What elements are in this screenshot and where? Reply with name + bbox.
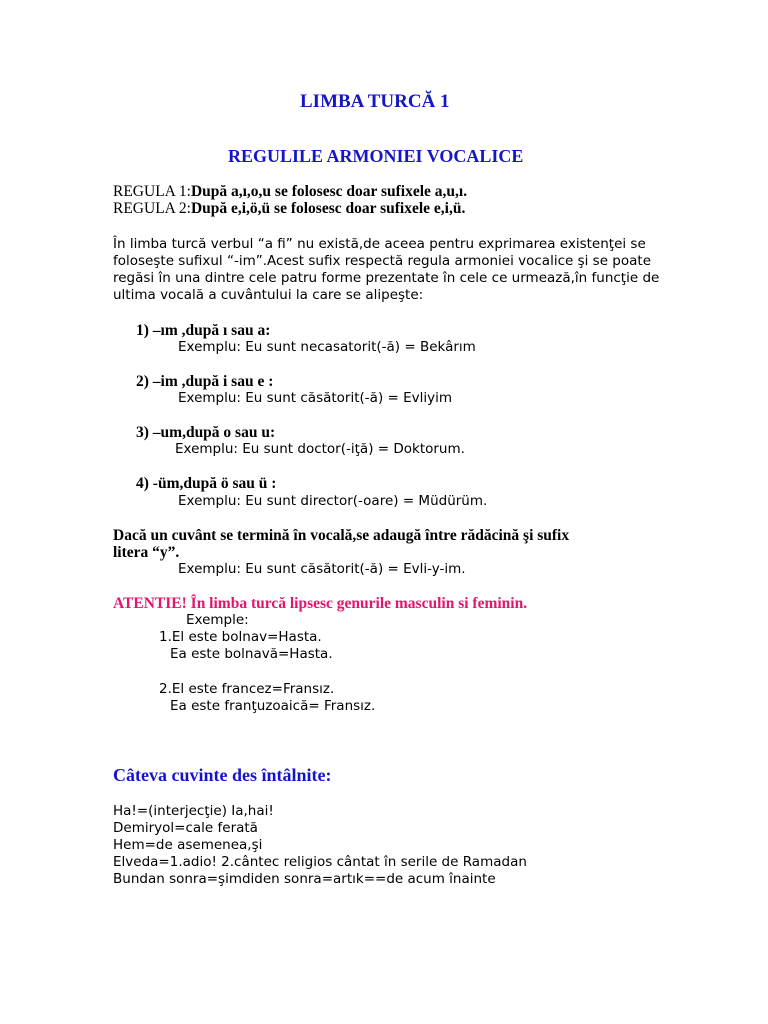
rule-2-text: După e,i,ö,ü se folosesc doar sufixele e,i,ü. <box>190 200 466 217</box>
vowel-rule-line-1: Dacă un cuvânt se termină în vocală,se adaugă între rădăcină şi sufix <box>113 527 570 544</box>
example-line-2: Ea este bolnavă=Hasta. <box>170 646 333 662</box>
form-4-example: Exemplu: Eu sunt director(-oare) = Müdürüm. <box>178 493 488 509</box>
example-line-4: Ea este franţuzoaică= Fransız. <box>170 698 376 714</box>
rule-2-label: REGULA 2: <box>113 200 191 217</box>
form-1-head: 1) –ım ,după ı sau a: <box>136 322 271 339</box>
vowel-rule-line-2: litera “y”. <box>113 544 180 561</box>
form-3-head: 3) –um,după o sau u: <box>136 424 276 441</box>
form-1-example: Exemplu: Eu sunt necasatorit(-ă) = Bekârım <box>178 339 476 355</box>
section-subtitle: REGULILE ARMONIEI VOCALICE <box>228 146 524 166</box>
word-item-3: Hem=de asemenea,şi <box>113 837 263 853</box>
example-line-3: 2.El este francez=Fransız. <box>159 681 335 697</box>
words-heading: Câteva cuvinte des întâlnite: <box>113 765 332 785</box>
word-item-4: Elveda=1.adio! 2.cântec religios cântat în serile de Ramadan <box>113 854 527 870</box>
intro-line-1: În limba turcă verbul “a fi” nu există,de aceea pentru exprimarea existenţei se <box>113 236 646 252</box>
word-item-2: Demiryol=cale ferată <box>113 820 258 836</box>
rule-1-label: REGULA 1: <box>113 183 191 200</box>
rule-1 <box>113 183 467 201</box>
form-2-head: 2) –im ,după i sau e : <box>136 373 274 390</box>
attention-note: ATENTIE! În limba turcă lipsesc genurile masculin si feminin. <box>113 595 528 612</box>
rule-1-text: După a,ı,o,u se folosesc doar sufixele a,u,ı. <box>190 183 468 200</box>
form-3-example: Exemplu: Eu sunt doctor(-iţă) = Doktorum. <box>175 441 465 457</box>
word-item-5: Bundan sonra=şimdiden sonra=artık==de acum înainte <box>113 871 496 887</box>
form-2-example: Exemplu: Eu sunt căsătorit(-ă) = Evliyim <box>178 390 453 406</box>
word-item-1: Ha!=(interjecţie) Ia,hai! <box>113 803 274 819</box>
vowel-rule-example: Exemplu: Eu sunt căsătorit(-ă) = Evli-y-im. <box>178 561 466 577</box>
examples-label: Exemple: <box>186 612 249 628</box>
intro-line-3: regăsi în una dintre cele patru forme prezentate în cele ce urmează,în funcţie de <box>113 270 660 286</box>
form-4-head: 4) -üm,după ö sau ü : <box>136 475 277 492</box>
intro-line-4: ultima vocală a cuvântului la care se alipeşte: <box>113 287 424 303</box>
example-line-1: 1.El este bolnav=Hasta. <box>159 629 322 645</box>
rule-2 <box>113 200 465 218</box>
document-title: LIMBA TURCĂ 1 <box>300 91 450 112</box>
intro-line-2: foloseşte sufixul “-im”.Acest sufix respectă regula armoniei vocalice şi se poate <box>113 253 652 269</box>
